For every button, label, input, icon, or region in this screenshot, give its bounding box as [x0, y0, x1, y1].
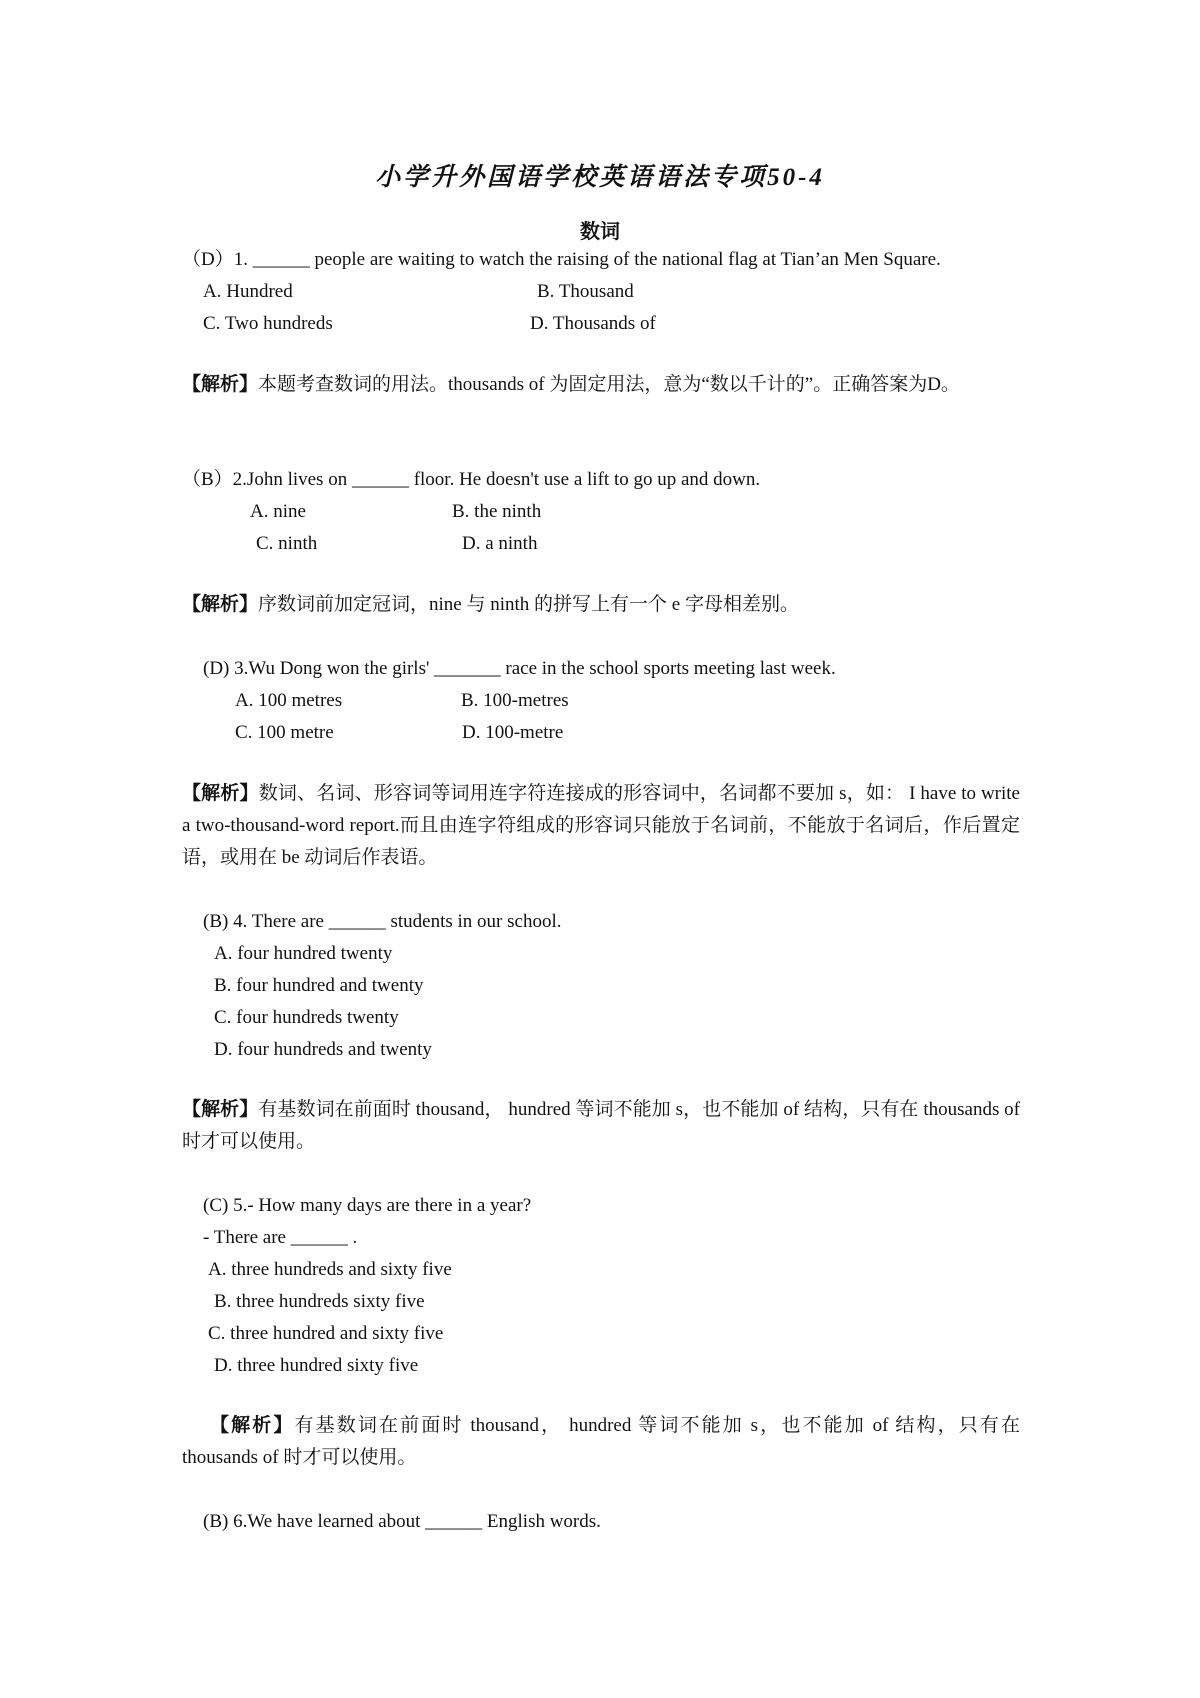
question-4-option-b: B. four hundred and twenty — [214, 975, 424, 996]
question-2-option-b: B. the ninth — [452, 501, 542, 522]
question-3-explanation — [182, 778, 1020, 874]
question-5-option-d: D. three hundred sixty five — [214, 1355, 419, 1376]
question-2-stem: （B）2.John lives on ______ floor. He doesn't use a lift to go up and down. — [182, 469, 761, 490]
question-4-option-d: D. four hundreds and twenty — [214, 1039, 432, 1060]
explanation-text: 序数词前加定冠词，nine 与 ninth 的拼写上有一个 e 字母相差别。 — [258, 594, 799, 615]
question-5-option-a: A. three hundreds and sixty five — [208, 1259, 452, 1280]
question-3-stem: (D) 3.Wu Dong won the girls' _______ race in the school sports meeting last week. — [203, 658, 836, 679]
question-4-explanation — [182, 1094, 1020, 1158]
question-1-option-d: D. Thousands of — [530, 313, 656, 334]
question-1-option-c: C. Two hundreds — [203, 313, 333, 334]
question-4-option-a: A. four hundred twenty — [214, 943, 393, 964]
question-1-option-a: A. Hundred — [203, 281, 293, 302]
question-1-explanation — [182, 369, 1020, 401]
question-2-explanation — [182, 589, 1020, 621]
question-3-option-c: C. 100 metre — [235, 722, 334, 743]
question-2-option-a: A. nine — [250, 501, 306, 522]
explanation-label: 【解析】 — [182, 594, 259, 615]
question-2-option-c: C. ninth — [256, 533, 318, 554]
question-4-stem: (B) 4. There are ______ students in our school. — [203, 911, 562, 932]
explanation-text: 数词、名词、形容词等词用连字符连接成的形容词中，名词都不要加 s，如： I have to write a two-thousand-word report.而且由连字符组成的形容词只能放于名词前，不能放于名词后，作后置定语，或用在 be 动词后作表语。 — [182, 783, 1020, 868]
explanation-text: 本题考查数词的用法。thousands of 为固定用法，意为“数以千计的”。正确答案为D。 — [258, 374, 960, 395]
question-6-stem: (B) 6.We have learned about ______ English words. — [203, 1511, 601, 1532]
question-5-stem: (C) 5.- How many days are there in a year? — [203, 1195, 532, 1216]
question-5-explanation — [182, 1410, 1020, 1474]
explanation-label: 【解析】 — [182, 374, 259, 395]
question-1-option-b: B. Thousand — [537, 281, 634, 302]
section-heading: 数词 — [580, 221, 620, 243]
question-3-option-d: D. 100-metre — [462, 722, 564, 743]
explanation-text: 有基数词在前面时 thousand， hundred 等词不能加 s，也不能加 of 结构，只有在 thousands of 时才可以使用。 — [182, 1415, 1020, 1468]
explanation-label: 【解析】 — [182, 1099, 259, 1120]
explanation-text: 有基数词在前面时 thousand， hundred 等词不能加 s，也不能加 of 结构，只有在 thousands of 时才可以使用。 — [182, 1099, 1020, 1152]
question-5-option-c: C. three hundred and sixty five — [208, 1323, 444, 1344]
question-1-stem: （D）1. ______ people are waiting to watch the raising of the national flag at Tian’an Men Square. — [182, 249, 941, 270]
explanation-label: 【解析】 — [182, 783, 259, 804]
question-5-stem-answer: - There are ______ . — [203, 1227, 358, 1248]
question-2-option-d: D. a ninth — [462, 533, 538, 554]
explanation-label: 【解析】 — [210, 1415, 295, 1436]
document-title: 小学升外国语学校英语语法专项50-4 — [375, 164, 825, 191]
question-3-option-b: B. 100-metres — [461, 690, 569, 711]
question-4-option-c: C. four hundreds twenty — [214, 1007, 399, 1028]
question-3-option-a: A. 100 metres — [235, 690, 343, 711]
question-5-option-b: B. three hundreds sixty five — [214, 1291, 425, 1312]
